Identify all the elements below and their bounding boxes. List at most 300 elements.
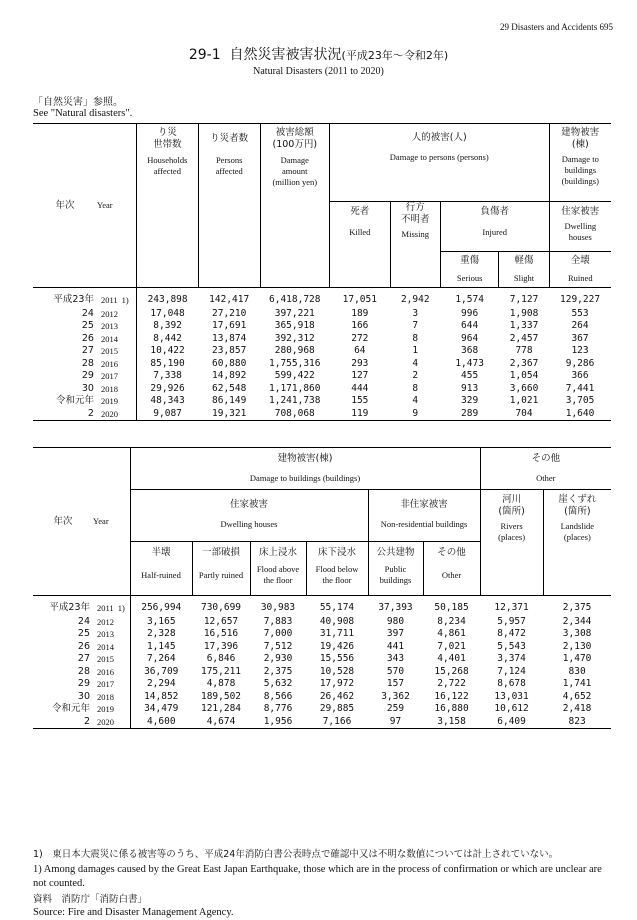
header2-rivers-jp: 河川 (箇所) (498, 494, 525, 517)
table-cell: 2,130 (562, 640, 592, 652)
header2-bldg-en: Damage to buildings (buildings) (249, 473, 361, 483)
table-cell: 7,883 (263, 615, 293, 627)
row-era: 2 (87, 407, 94, 419)
header-households-jp: り災 世帯数 (153, 127, 182, 150)
table-cell: 2,294 (130, 678, 192, 691)
table-cell: 5,632 (263, 678, 293, 689)
header2-other-en: Other (536, 473, 556, 483)
table-cell: 272 (351, 332, 369, 344)
table-cell: 8,234 (437, 615, 466, 627)
table-cell: 30,983 (260, 602, 296, 613)
table-cell: 441 (386, 640, 405, 652)
table-cell: 4,674 (206, 715, 236, 727)
table-cell: 8,442 (136, 333, 198, 346)
table-cell: 9,087 (136, 408, 198, 421)
table-cell: 17,691 (212, 320, 247, 331)
row-year (97, 358, 136, 371)
table-cell: 15,268 (434, 665, 469, 677)
table-cell: 13,874 (212, 332, 247, 344)
row-year (93, 691, 130, 704)
header2-landslide-en: Landslide (places) (560, 521, 595, 542)
row-year-value: 2011 (97, 603, 114, 613)
see-reference-jp: 「自然災害」参照。 (33, 97, 123, 108)
header-slight-en: Slight (513, 273, 535, 283)
table-cell: 9,286 (565, 357, 595, 369)
row-era: 26 (77, 640, 90, 652)
table-cell: 9 (412, 407, 419, 419)
table-cell: 2,942 (400, 294, 430, 305)
table-cell: 29,926 (136, 383, 198, 396)
table-cell: 2,457 (509, 332, 539, 344)
table-cell: 1 (412, 345, 419, 356)
table-damage-summary (33, 123, 611, 421)
row-year (93, 678, 130, 691)
table-cell: 127 (351, 370, 369, 381)
footnotes (33, 848, 611, 920)
row-year (93, 653, 130, 666)
table-cell: 365,918 (274, 320, 315, 331)
table-cell: 2,722 (437, 678, 466, 689)
table-cell: 29,885 (319, 703, 355, 714)
table-row (33, 408, 611, 421)
table-cell: 730,699 (200, 602, 242, 613)
table-cell: 7,512 (263, 640, 293, 652)
table-cell: 8 (412, 382, 419, 394)
header2-dwelling-en: Dwelling houses (220, 519, 278, 529)
table-cell: 14,852 (130, 691, 192, 704)
table-cell: 1,473 (455, 357, 484, 369)
row-year-value: 2014 (100, 333, 118, 344)
header2-year-en: Year (93, 516, 109, 526)
table-cell: 7,021 (437, 640, 466, 652)
header2-rivers-en: Rivers (places) (498, 521, 526, 542)
row-year-value: 2012 (100, 308, 118, 319)
source-jp: 資料 消防庁「消防白書」 (33, 894, 148, 905)
header-injured-jp: 負傷者 (480, 206, 509, 217)
row-era: 26 (81, 332, 94, 344)
table-row (33, 678, 611, 691)
table-cell: 1,241,738 (269, 395, 321, 406)
table-cell: 36,709 (130, 666, 192, 679)
table-cell: 4,652 (562, 690, 592, 702)
row-era: 29 (77, 678, 90, 689)
table-cell: 5,543 (497, 640, 526, 652)
table-cell: 157 (386, 678, 405, 689)
table-cell: 4 (412, 357, 419, 369)
header2-nonres-en: Non-residential buildings (380, 519, 468, 529)
header2-public-en: Public buildings (379, 564, 412, 585)
table-cell: 2,418 (562, 703, 592, 714)
row-year-value: 2020 (100, 408, 118, 419)
table-cell: 10,528 (319, 665, 355, 677)
header2-public-jp: 公共建物 (376, 547, 415, 558)
table-cell: 3,705 (565, 395, 595, 406)
table-cell: 50,185 (434, 602, 469, 613)
header2-oth-en: Other (441, 570, 462, 580)
row-era: 平成23年 (53, 294, 94, 305)
header2-year-jp: 年次 (53, 515, 73, 527)
table-cell: 599,422 (274, 370, 315, 381)
table-cell: 280,968 (274, 345, 315, 356)
header2-dwelling-jp: 住家被害 (229, 499, 268, 510)
row-year-value: 2016 (100, 358, 118, 369)
table-cell: 10,422 (136, 345, 198, 358)
header-ruined-en: Ruined (568, 273, 593, 283)
row-year (97, 320, 136, 333)
table-cell: 40,908 (319, 615, 355, 627)
table-cell: 259 (386, 703, 405, 714)
table-cell: 175,211 (200, 665, 242, 677)
row-era: 25 (81, 320, 94, 331)
table-cell: 48,343 (136, 395, 198, 408)
table-cell: 60,880 (212, 357, 247, 369)
table-row (33, 333, 611, 346)
table-cell: 264 (571, 320, 589, 331)
table-cell: 455 (461, 370, 479, 381)
header2-oth-jp: その他 (437, 547, 466, 558)
table-cell: 996 (461, 307, 479, 319)
row-year (93, 641, 130, 654)
title-jp-sub: (平成23年～令和2年) (341, 49, 449, 62)
row-year (93, 596, 130, 616)
table-cell: 830 (568, 665, 586, 677)
table-cell: 1,755,316 (269, 357, 321, 369)
table-cell: 3,158 (437, 715, 466, 727)
table-cell: 4,600 (130, 716, 192, 729)
row-era: 28 (81, 357, 94, 369)
header-damage-jp: 被害総額 (100万円) (272, 127, 318, 150)
table-cell: 7,166 (322, 715, 352, 727)
header-missing-jp: 行方 不明者 (401, 202, 430, 225)
table-row (33, 395, 611, 408)
header-dwelling-jp: 住家被害 (561, 206, 600, 217)
header-persons-en: Persons affected (215, 155, 243, 176)
header-dwelling-en: Dwelling houses (564, 221, 597, 242)
table-cell: 7,441 (565, 382, 595, 394)
row-year (93, 666, 130, 679)
row-year-value: 2013 (100, 321, 118, 331)
table-cell: 293 (351, 357, 369, 369)
table-cell: 570 (386, 665, 405, 677)
row-year (97, 288, 136, 308)
table-row (33, 653, 611, 666)
title-en: Natural Disasters (2011 to 2020) (253, 66, 384, 77)
table-cell: 444 (351, 382, 369, 394)
table-cell: 62,548 (212, 382, 247, 394)
row-era: 29 (81, 370, 94, 381)
row-year (97, 345, 136, 358)
table-cell: 823 (568, 715, 586, 727)
header-ruined-jp: 全壊 (570, 255, 590, 266)
table-cell: 1,470 (562, 653, 592, 664)
header-slight-jp: 軽傷 (514, 255, 534, 266)
row-year-value: 2019 (100, 396, 118, 406)
header2-partly-en: Partly ruined (198, 570, 244, 580)
table-cell: 166 (351, 320, 369, 331)
table-cell: 3,308 (562, 628, 592, 639)
table-cell: 16,880 (434, 703, 469, 714)
header2-above-jp: 床上浸水 (258, 547, 297, 558)
table-cell: 31,711 (319, 628, 355, 639)
table-cell: 8,776 (263, 703, 293, 714)
header-serious-en: Serious (456, 273, 483, 283)
row-year-value: 2011 (100, 295, 118, 305)
row-year-value: 2019 (97, 704, 114, 714)
table-cell: 15,556 (319, 653, 355, 664)
table-cell: 5,957 (497, 615, 526, 627)
row-era: 24 (81, 307, 94, 319)
row-year-value: 2018 (97, 691, 114, 702)
table-cell: 55,174 (319, 602, 355, 613)
table-cell: 366 (571, 370, 589, 381)
row-footnote-mark: 1) (121, 295, 129, 305)
table-cell: 1,054 (509, 370, 539, 381)
table-cell: 1,021 (509, 395, 539, 406)
source-en: Source: Fire and Disaster Management Agency. (33, 907, 234, 918)
table-row (33, 288, 611, 308)
row-era: 令和元年 (51, 703, 90, 714)
header-human-jp: 人的被害(人) (411, 132, 467, 143)
table-cell: 16,516 (203, 628, 239, 639)
table-cell: 1,956 (263, 715, 293, 727)
table-cell: 392,312 (274, 332, 315, 344)
header-persons-jp: り災者数 (210, 133, 249, 144)
row-year-value: 2020 (97, 716, 114, 727)
row-year (97, 308, 136, 321)
row-year-value: 2013 (97, 629, 114, 639)
row-era: 27 (77, 653, 90, 664)
table-cell: 8,678 (497, 678, 526, 689)
row-year (93, 616, 130, 629)
table-cell: 1,171,860 (269, 382, 321, 394)
table-row (33, 628, 611, 641)
table-cell: 2,344 (562, 615, 592, 627)
table-cell: 34,479 (130, 703, 192, 716)
table-cell: 913 (461, 382, 479, 394)
row-era: 令和元年 (55, 395, 94, 406)
row-year (93, 628, 130, 641)
header-damage-en: Damage amount (million yen) (272, 155, 318, 187)
header2-below-jp: 床下浸水 (317, 547, 356, 558)
table-cell: 1,337 (509, 320, 539, 331)
header-human-en: Damage to persons (persons) (389, 152, 489, 162)
row-year-value: 2016 (97, 666, 114, 677)
table-cell: 6,418,728 (269, 294, 321, 305)
table-cell: 980 (386, 615, 405, 627)
table-cell: 12,657 (203, 615, 239, 627)
header2-partly-jp: 一部破損 (201, 547, 240, 558)
table-cell: 329 (461, 395, 479, 406)
header2-half-jp: 半壊 (151, 547, 171, 558)
table-cell: 4 (412, 395, 419, 406)
header2-below-en: Flood below the floor (315, 564, 359, 585)
header-serious-jp: 重傷 (460, 255, 480, 266)
table-cell: 7 (412, 320, 419, 331)
table-cell: 85,190 (136, 358, 198, 371)
table-cell: 155 (351, 395, 369, 406)
row-year (97, 370, 136, 383)
header-year-jp: 年次 (55, 199, 75, 211)
footnote-en: 1) Among damages caused by the Great East Japan Earthquake, those which are in the process of confirmation or which are unclear are not counted. (33, 864, 602, 889)
row-year-value: 2018 (100, 383, 118, 394)
table-cell: 64 (354, 345, 366, 356)
row-era: 30 (77, 690, 90, 702)
table-cell: 19,426 (319, 640, 355, 652)
row-year-value: 2015 (97, 654, 114, 664)
row-year (93, 716, 130, 729)
table-cell: 13,031 (494, 690, 529, 702)
see-reference-en: See "Natural disasters". (33, 108, 133, 119)
header2-other-jp: その他 (531, 453, 561, 464)
table-row (33, 358, 611, 371)
table-cell: 256,994 (130, 596, 192, 616)
table-cell: 7,127 (509, 294, 539, 305)
table-cell: 644 (461, 320, 479, 331)
table-cell: 3,362 (381, 690, 410, 702)
page-header: 29 Disasters and Accidents 695 (500, 22, 613, 32)
table-cell: 8,566 (263, 690, 293, 702)
table-cell: 367 (571, 332, 589, 344)
table-row (33, 370, 611, 383)
table-cell: 343 (386, 653, 405, 664)
row-year-value: 2012 (97, 616, 114, 627)
table-cell: 964 (461, 332, 479, 344)
table-cell: 6,409 (497, 715, 526, 727)
header-year-en: Year (96, 200, 113, 210)
header2-half-en: Half-ruined (141, 570, 181, 580)
table-cell: 368 (461, 345, 479, 356)
table-cell: 3,165 (130, 616, 192, 629)
table-cell: 1,640 (565, 407, 595, 419)
row-year (97, 408, 136, 421)
row-era: 25 (77, 628, 90, 639)
table-row (33, 308, 611, 321)
table-cell: 2,930 (263, 653, 293, 664)
row-footnote-mark: 1) (117, 603, 125, 613)
table-cell: 2,375 (263, 665, 293, 677)
header-households-en: Households affected (147, 155, 188, 176)
table-row (33, 616, 611, 629)
table-cell: 16,122 (434, 690, 469, 702)
header2-nonres-jp: 非住家被害 (400, 499, 448, 510)
table-building-damage (33, 447, 611, 729)
table-cell: 708,068 (274, 407, 315, 419)
table-cell: 289 (461, 407, 479, 419)
table-cell: 123 (571, 345, 589, 356)
row-year-value: 2017 (100, 371, 118, 381)
table-cell: 119 (351, 407, 369, 419)
header-killed-en: Killed (349, 227, 371, 237)
row-era: 27 (81, 345, 94, 356)
header2-above-en: Flood above the floor (256, 564, 300, 585)
table-cell: 778 (515, 345, 533, 356)
table-cell: 17,972 (319, 678, 355, 689)
page-title (0, 44, 637, 64)
header-bldg-jp: 建物被害 (棟) (561, 127, 600, 150)
table-number: 29-1 (188, 47, 221, 63)
row-year (93, 703, 130, 716)
table-cell: 142,417 (209, 294, 250, 305)
table-cell: 7,264 (130, 653, 192, 666)
row-year-value: 2017 (97, 679, 114, 689)
table-cell: 1,908 (509, 307, 539, 319)
table-cell: 1,145 (130, 641, 192, 654)
table-cell: 3,660 (509, 382, 539, 394)
header-missing-en: Missing (401, 229, 429, 239)
row-era: 30 (81, 382, 94, 394)
table-cell: 397 (386, 628, 405, 639)
table-cell: 23,857 (212, 345, 247, 356)
table-cell: 26,462 (319, 690, 355, 702)
header2-bldg-jp: 建物被害(棟) (277, 453, 333, 464)
table-cell: 1,574 (455, 294, 484, 305)
table-cell: 8 (412, 332, 419, 344)
row-year (97, 383, 136, 396)
table-cell: 189 (351, 307, 369, 319)
table-cell: 7,124 (497, 665, 526, 677)
table-cell: 17,396 (203, 640, 239, 652)
table-cell: 243,898 (136, 288, 198, 308)
table-cell: 27,210 (212, 307, 247, 319)
row-era: 28 (77, 665, 90, 677)
table-cell: 2 (412, 370, 419, 381)
table-row (33, 383, 611, 396)
table-cell: 121,284 (200, 703, 242, 714)
header-bldg-en: Damage to buildings (buildings) (561, 154, 599, 186)
row-year (97, 333, 136, 346)
table-cell: 704 (515, 407, 533, 419)
row-year (97, 395, 136, 408)
row-era: 平成23年 (49, 602, 90, 613)
table-cell: 97 (389, 715, 402, 727)
table-cell: 189,502 (200, 690, 242, 702)
table-cell: 3,374 (497, 653, 526, 664)
table-cell: 129,227 (560, 294, 601, 305)
table-row (33, 641, 611, 654)
table-cell: 2,367 (509, 357, 539, 369)
table-cell: 86,149 (212, 395, 247, 406)
header-killed-jp: 死者 (350, 206, 370, 217)
table-cell: 6,846 (206, 653, 236, 664)
table-row (33, 345, 611, 358)
table-cell: 14,892 (212, 370, 247, 381)
table-cell: 553 (571, 307, 589, 319)
table-row (33, 320, 611, 333)
table-cell: 4,878 (206, 678, 236, 689)
table-row (33, 596, 611, 616)
header2-landslide-jp: 崖くずれ (箇所) (558, 494, 597, 517)
footnote-jp: 1) 東日本大震災に係る被害等のうち、平成24年消防白書公表時点で確認中又は不明な数値については計上されていない。 (33, 849, 559, 860)
table-cell: 7,338 (136, 370, 198, 383)
title-jp: 自然災害被害状況 (229, 47, 342, 63)
table-row (33, 716, 611, 729)
header-injured-en: Injured (482, 227, 507, 237)
table-cell: 7,000 (263, 628, 293, 639)
table-cell: 2,328 (130, 628, 192, 641)
table-cell: 8,472 (497, 628, 526, 639)
table-cell: 1,741 (562, 678, 592, 689)
table-row (33, 691, 611, 704)
table-cell: 4,401 (437, 653, 466, 664)
row-year-value: 2015 (100, 346, 118, 356)
table-cell: 10,612 (494, 703, 529, 714)
row-year-value: 2014 (97, 641, 114, 652)
table-cell: 3 (412, 307, 419, 319)
table-cell: 397,221 (274, 307, 315, 319)
table-row (33, 666, 611, 679)
table-cell: 17,051 (342, 294, 377, 305)
table-cell: 12,371 (494, 602, 529, 613)
